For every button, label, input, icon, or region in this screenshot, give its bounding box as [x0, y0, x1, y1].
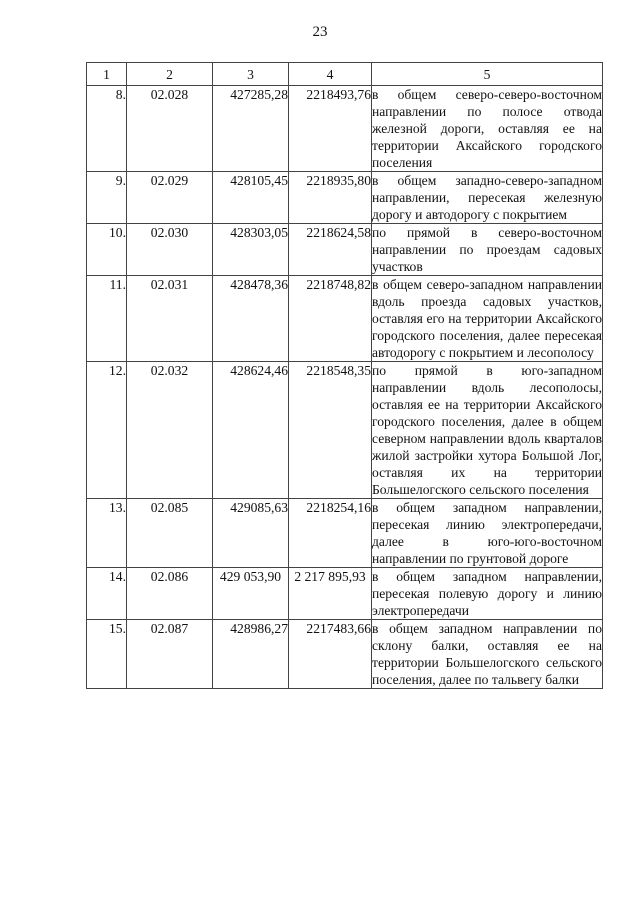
point-code: 02.086	[127, 568, 213, 620]
header-row	[87, 63, 603, 86]
table-row	[87, 362, 603, 499]
x-coordinate: 427285,28	[213, 86, 289, 172]
table-row	[87, 568, 603, 620]
boundary-description: в общем западном направлении, пересекая полевую дорогу и линию электропередачи	[372, 569, 602, 618]
point-code: 02.030	[127, 224, 213, 276]
x-coordinate: 428624,46	[213, 362, 289, 499]
page-number: 23	[312, 24, 328, 40]
point-code: 02.085	[127, 499, 213, 568]
y-coordinate: 2 217 895,93	[289, 568, 372, 620]
y-coordinate: 2218548,35	[289, 362, 372, 499]
table-row	[87, 620, 603, 689]
row-number: 8.	[87, 86, 127, 172]
point-code: 02.087	[127, 620, 213, 689]
column-header: 1	[87, 63, 127, 86]
y-coordinate: 2218748,82	[289, 276, 372, 362]
row-number: 12.	[87, 362, 127, 499]
boundary-description: в общем северо-северо-восточном направлении по полосе отвода железной дороги, оставляя ее на территории Аксайского городского поселения	[372, 87, 602, 170]
boundary-description: в общем западно-северо-западном направлении, пересекая железную дорогу и автодорогу с покрытием	[372, 173, 602, 222]
column-header: 2	[127, 63, 213, 86]
point-code: 02.028	[127, 86, 213, 172]
boundary-description: в общем западном направлении, пересекая линию электропередачи, далее в юго-юго-восточном направлении по грунтовой дороге	[372, 500, 602, 566]
point-code: 02.031	[127, 276, 213, 362]
boundary-description: по прямой в северо-восточном направлении по проездам садовых участков	[372, 225, 602, 274]
x-coordinate: 429 053,90	[213, 568, 289, 620]
x-coordinate: 428303,05	[213, 224, 289, 276]
row-number: 15.	[87, 620, 127, 689]
boundary-table	[86, 62, 603, 689]
row-number: 9.	[87, 172, 127, 224]
x-coordinate: 428478,36	[213, 276, 289, 362]
row-number: 13.	[87, 499, 127, 568]
y-coordinate: 2218254,16	[289, 499, 372, 568]
y-coordinate: 2217483,66	[289, 620, 372, 689]
boundary-description: в общем северо-западном направлении вдоль проезда садовых участков, оставляя его на территории Аксайского городского поселения, далее пересекая автодорогу с покрытием и лесополосу	[372, 277, 602, 360]
y-coordinate: 2218624,58	[289, 224, 372, 276]
row-number: 14.	[87, 568, 127, 620]
y-coordinate: 2218493,76	[289, 86, 372, 172]
table-row	[87, 499, 603, 568]
x-coordinate: 429085,63	[213, 499, 289, 568]
boundary-description: по прямой в юго-западном направлении вдоль лесополосы, оставляя ее на территории Аксайского городского поселения, далее в общем северном направлении вдоль кварталов жилой застройки хутора Большой Лог, оставляя их на территории Большелогского сельского поселения	[372, 363, 602, 497]
table-row	[87, 224, 603, 276]
y-coordinate: 2218935,80	[289, 172, 372, 224]
point-code: 02.032	[127, 362, 213, 499]
x-coordinate: 428986,27	[213, 620, 289, 689]
column-header: 4	[289, 63, 372, 86]
column-header: 3	[213, 63, 289, 86]
row-number: 10.	[87, 224, 127, 276]
table-row	[87, 86, 603, 172]
table-row	[87, 172, 603, 224]
point-code: 02.029	[127, 172, 213, 224]
column-header: 5	[372, 63, 603, 86]
table-row	[87, 276, 603, 362]
row-number: 11.	[87, 276, 127, 362]
x-coordinate: 428105,45	[213, 172, 289, 224]
boundary-description: в общем западном направлении по склону балки, оставляя ее на территории Большелогского сельского поселения, далее по тальвегу балки	[372, 621, 602, 687]
